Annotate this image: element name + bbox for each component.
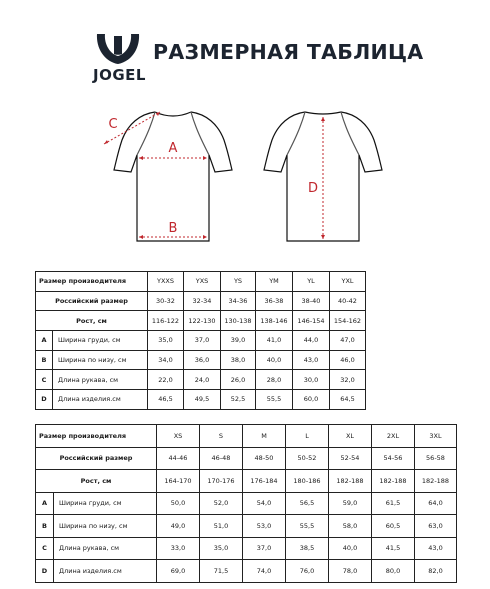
table-cell: 28,0 — [256, 370, 293, 390]
table-cell: 36,0 — [184, 350, 221, 370]
table-cell: L — [286, 425, 329, 448]
measure-letter: A — [36, 331, 53, 351]
table-cell: 46,0 — [330, 350, 366, 370]
measure-letter: C — [36, 537, 54, 560]
table-cell: 37,0 — [243, 537, 286, 560]
table-cell: 52,0 — [200, 492, 243, 515]
table-cell: 60,5 — [372, 515, 415, 538]
table-cell: 3XL — [415, 425, 457, 448]
table-cell: 32,0 — [330, 370, 366, 390]
table-cell: 40,0 — [256, 350, 293, 370]
table-row — [36, 331, 366, 351]
table-cell: 60,0 — [293, 390, 330, 410]
table-cell: 52-54 — [329, 447, 372, 470]
table-cell: 76,0 — [286, 560, 329, 583]
table-cell: 49,0 — [157, 515, 200, 538]
table-row — [36, 350, 366, 370]
measure-letter: D — [36, 390, 53, 410]
table-cell: 44,0 — [293, 331, 330, 351]
table-cell: 55,5 — [286, 515, 329, 538]
measure-name: Ширина по низу, см — [53, 350, 148, 370]
table-cell: YXL — [330, 272, 366, 292]
table-row — [36, 370, 366, 390]
table-cell: 22,0 — [148, 370, 184, 390]
table-cell: 30-32 — [148, 291, 184, 311]
measure-letter: A — [36, 492, 54, 515]
size-table-adult — [35, 424, 457, 583]
table-cell: 41,5 — [372, 537, 415, 560]
table-cell: 36-38 — [256, 291, 293, 311]
height-row — [36, 311, 366, 331]
table-cell: 2XL — [372, 425, 415, 448]
table-cell: 154-162 — [330, 311, 366, 331]
table-cell: 170-176 — [200, 470, 243, 493]
table-row — [36, 492, 457, 515]
table-cell: 33,0 — [157, 537, 200, 560]
table-cell: 59,0 — [329, 492, 372, 515]
measure-letter: B — [36, 515, 54, 538]
table-cell: 47,0 — [330, 331, 366, 351]
table-row — [36, 560, 457, 583]
table-cell: YM — [256, 272, 293, 292]
table-cell: 55,5 — [256, 390, 293, 410]
table-cell: 82,0 — [415, 560, 457, 583]
table-cell: 34-36 — [221, 291, 256, 311]
table-cell: 54-56 — [372, 447, 415, 470]
row-header-label: Рост, см — [36, 470, 157, 493]
table-row — [36, 515, 457, 538]
table-cell: 52,5 — [221, 390, 256, 410]
table-cell: 182-188 — [372, 470, 415, 493]
table-cell: 138-146 — [256, 311, 293, 331]
table-cell: 34,0 — [148, 350, 184, 370]
row-header-label: Российский размер — [36, 447, 157, 470]
table-cell: 63,0 — [415, 515, 457, 538]
table-cell: 49,5 — [184, 390, 221, 410]
table-cell: 176-184 — [243, 470, 286, 493]
table-cell: 26,0 — [221, 370, 256, 390]
table-cell: 40,0 — [329, 537, 372, 560]
table-cell: 61,5 — [372, 492, 415, 515]
table-cell: 74,0 — [243, 560, 286, 583]
table-cell: 51,0 — [200, 515, 243, 538]
table-cell: 41,0 — [256, 331, 293, 351]
table-cell: S — [200, 425, 243, 448]
table-cell: 30,0 — [293, 370, 330, 390]
table-cell: 37,0 — [184, 331, 221, 351]
table-cell: 56,5 — [286, 492, 329, 515]
measure-letter: D — [36, 560, 54, 583]
table-cell: 44-46 — [157, 447, 200, 470]
table-cell: 146-154 — [293, 311, 330, 331]
table-cell: YL — [293, 272, 330, 292]
size-table-kids — [35, 271, 366, 410]
table-row — [36, 390, 366, 410]
height-row — [36, 470, 457, 493]
russian-size-row — [36, 447, 457, 470]
page-title: РАЗМЕРНАЯ ТАБЛИЦА — [153, 40, 424, 64]
measure-name: Ширина груди, см — [54, 492, 157, 515]
measure-name: Длина изделия.см — [53, 390, 148, 410]
measure-name: Ширина груди, см — [53, 331, 148, 351]
table-cell: 35,0 — [148, 331, 184, 351]
manufacturer-size-row — [36, 272, 366, 292]
table-cell: 69,0 — [157, 560, 200, 583]
measure-name: Ширина по низу, см — [54, 515, 157, 538]
measure-letter: C — [36, 370, 53, 390]
table-cell: 130-138 — [221, 311, 256, 331]
table-cell: 71,5 — [200, 560, 243, 583]
table-cell: XL — [329, 425, 372, 448]
label-a: A — [168, 141, 178, 156]
table-cell: 122-130 — [184, 311, 221, 331]
table-cell: 38,5 — [286, 537, 329, 560]
table-cell: 46,5 — [148, 390, 184, 410]
table-cell: 64,5 — [330, 390, 366, 410]
label-d: D — [307, 181, 319, 196]
shirt-diagrams — [0, 100, 490, 260]
manufacturer-size-row — [36, 425, 457, 448]
table-cell: 24,0 — [184, 370, 221, 390]
table-cell: 80,0 — [372, 560, 415, 583]
brand-name: JOGEL — [93, 66, 146, 84]
table-cell: 50,0 — [157, 492, 200, 515]
row-header-label: Российский размер — [36, 291, 148, 311]
row-header-label: Рост, см — [36, 311, 148, 331]
table-cell: 182-188 — [329, 470, 372, 493]
table-cell: 50-52 — [286, 447, 329, 470]
table-cell: 164-170 — [157, 470, 200, 493]
table-cell: XS — [157, 425, 200, 448]
table-cell: 38,0 — [221, 350, 256, 370]
table-row — [36, 537, 457, 560]
table-cell: YXXS — [148, 272, 184, 292]
table-cell: 78,0 — [329, 560, 372, 583]
table-cell: 48-50 — [243, 447, 286, 470]
russian-size-row — [36, 291, 366, 311]
table-cell: 40-42 — [330, 291, 366, 311]
table-cell: 38-40 — [293, 291, 330, 311]
table-cell: 46-48 — [200, 447, 243, 470]
measure-name: Длина изделия.см — [54, 560, 157, 583]
table-cell: 116-122 — [148, 311, 184, 331]
measure-name: Длина рукава, см — [53, 370, 148, 390]
table-cell: 64,0 — [415, 492, 457, 515]
label-c: C — [108, 117, 118, 132]
table-cell: M — [243, 425, 286, 448]
table-cell: 180-186 — [286, 470, 329, 493]
row-header-label: Размер производителя — [36, 272, 148, 292]
table-cell: 56-58 — [415, 447, 457, 470]
table-cell: 32-34 — [184, 291, 221, 311]
table-cell: YXS — [184, 272, 221, 292]
measure-name: Длина рукава, см — [54, 537, 157, 560]
label-b: B — [168, 221, 178, 236]
measure-letter: B — [36, 350, 53, 370]
table-cell: YS — [221, 272, 256, 292]
table-cell: 58,0 — [329, 515, 372, 538]
table-cell: 53,0 — [243, 515, 286, 538]
table-cell: 43,0 — [293, 350, 330, 370]
table-cell: 43,0 — [415, 537, 457, 560]
table-cell: 39,0 — [221, 331, 256, 351]
table-cell: 35,0 — [200, 537, 243, 560]
row-header-label: Размер производителя — [36, 425, 157, 448]
table-cell: 54,0 — [243, 492, 286, 515]
table-cell: 182-188 — [415, 470, 457, 493]
